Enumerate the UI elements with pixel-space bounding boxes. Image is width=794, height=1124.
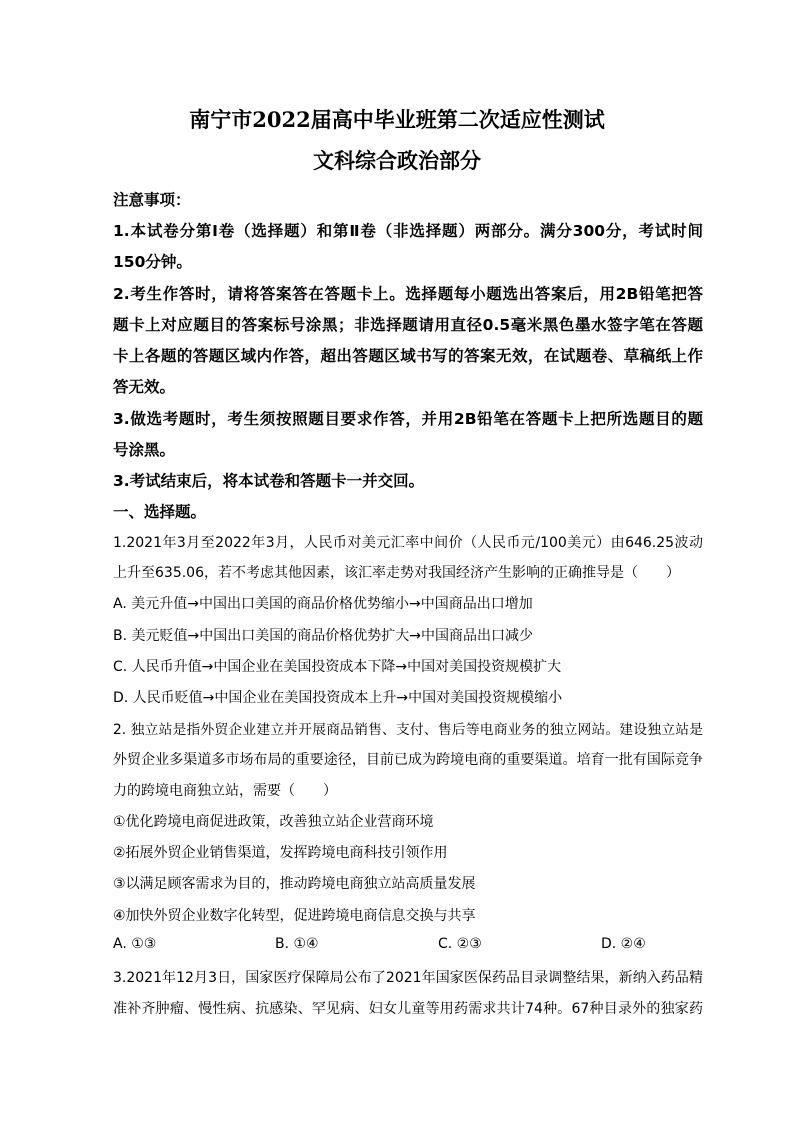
question-2-item: ①优化跨境电商促进政策，改善独立站企业营商环境 <box>113 814 434 830</box>
question-2-option-d: D. ②④ <box>601 936 646 952</box>
notice-line: 答无效。 <box>113 378 176 396</box>
question-1-option-c: C. 人民币升值→中国企业在美国投资成本下降→中国对美国投资规模扩大 <box>113 659 562 675</box>
question-2-stem: 力的跨境电商独立站，需要（ ） <box>113 783 337 799</box>
question-2-stem: 2. 独立站是指外贸企业建立并开展商品销售、支付、售后等电商业务的独立网站。建设独立站是 <box>113 722 703 738</box>
notice-line: 3.做选考题时，考生须按照题目要求作答，并用2B铅笔在答题卡上把所选题目的题 <box>113 410 703 428</box>
question-2-options <box>113 936 713 956</box>
question-1-option-d: D. 人民币贬值→中国企业在美国投资成本上升→中国对美国投资规模缩小 <box>113 690 563 706</box>
question-2-stem: 外贸企业多渠道多市场布局的重要途径，目前已成为跨境电商的重要渠道。培育一批有国际竞争 <box>113 752 703 768</box>
notice-line: 卡上各题的答题区域内作答，超出答题区域书写的答案无效，在试题卷、草稿纸上作 <box>113 347 703 365</box>
notice-line: 150分钟。 <box>113 253 192 271</box>
question-3-stem: 准补齐肿瘤、慢性病、抗感染、罕见病、妇女儿童等用药需求共计74种。67种目录外的独家药 <box>113 1001 703 1017</box>
exam-title: 南宁市2022届高中毕业班第二次适应性测试 <box>189 107 605 132</box>
notice-heading: 注意事项： <box>113 191 191 209</box>
question-1-stem: 1.2021年3月至2022年3月，人民币对美元汇率中间价（人民币元/100美元）由646.25波动 <box>113 535 703 551</box>
question-2-item: ③以满足顾客需求为目的，推动跨境电商独立站高质量发展 <box>113 876 476 892</box>
section-heading: 一、选择题。 <box>113 503 207 521</box>
notice-line: 1.本试卷分第Ⅰ卷（选择题）和第Ⅱ卷（非选择题）两部分。满分300分，考试时间 <box>113 222 703 240</box>
notice-line: 3.考试结束后，将本试卷和答题卡一并交回。 <box>113 472 425 490</box>
notice-line: 2.考生作答时，请将答案答在答题卡上。选择题每小题选出答案后，用2B铅笔把答 <box>113 285 703 303</box>
notice-line: 号涂黑。 <box>113 441 176 459</box>
exam-subtitle: 文科综合政治部分 <box>313 148 481 173</box>
notice-line: 题卡上对应题目的答案标号涂黑；非选择题请用直径0.5毫米黑色墨水签字笔在答题 <box>113 316 703 334</box>
question-2-option-a: A. ①③ <box>113 936 157 952</box>
question-2-item: ④加快外贸企业数字化转型，促进跨境电商信息交换与共享 <box>113 908 476 924</box>
question-1-stem: 上升至635.06，若不考虑其他因素，该汇率走势对我国经济产生影响的正确推导是（ ） <box>113 565 680 581</box>
question-1-option-a: A. 美元升值→中国出口美国的商品价格优势缩小→中国商品出口增加 <box>113 596 533 612</box>
question-2-item: ②拓展外贸企业销售渠道，发挥跨境电商科技引领作用 <box>113 845 448 861</box>
question-1-option-b: B. 美元贬值→中国出口美国的商品价格优势扩大→中国商品出口减少 <box>113 628 533 644</box>
question-3-stem: 3.2021年12月3日，国家医疗保障局公布了2021年国家医保药品目录调整结果，新纳入药品精 <box>113 970 703 986</box>
question-2-option-b: B. ①④ <box>275 936 319 952</box>
question-2-option-c: C. ②③ <box>438 936 482 952</box>
